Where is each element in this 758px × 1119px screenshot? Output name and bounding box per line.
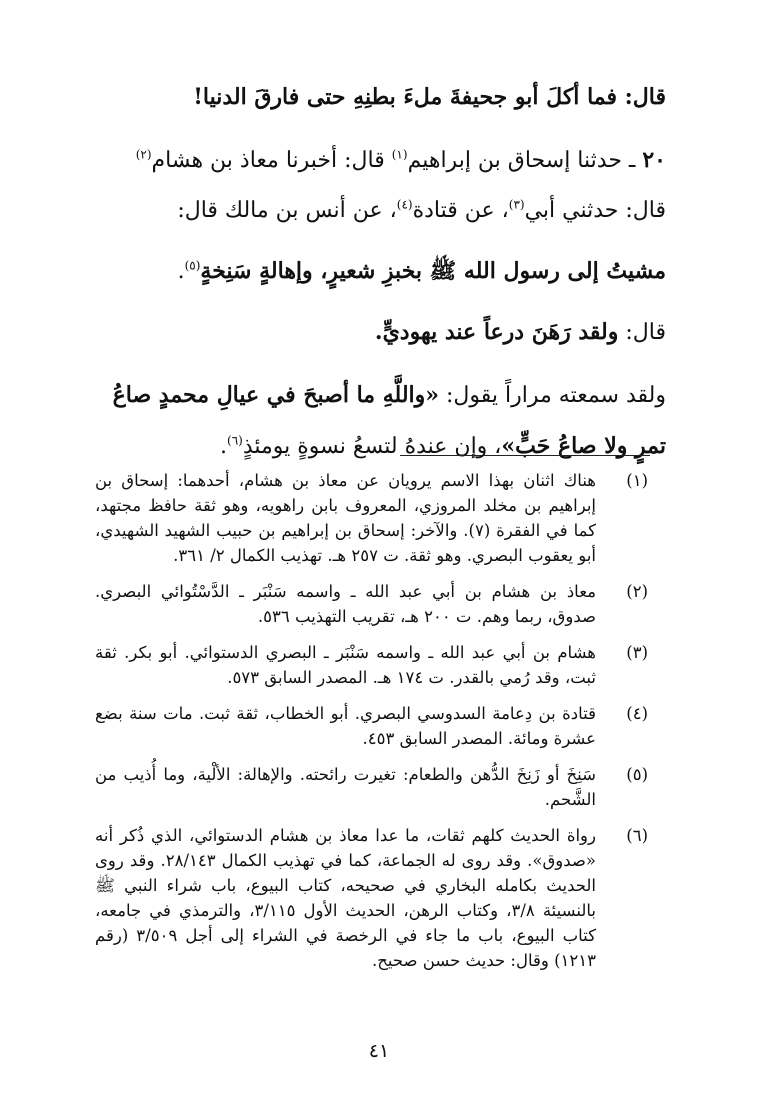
footnote-number: (١) [626,471,648,490]
footnote-number: (٦) [626,826,648,845]
footnote-ref-3: (٣) [508,197,525,212]
main-line-2: ٢٠ ـ حدثنا إسحاق بن إبراهيم$^{(١)}$ قال: أخبرنا معاذ بن هشام$^{(٢)}$ [135,147,666,173]
footnote-number: (٤) [626,704,648,723]
footnote-number: (٣) [626,643,648,662]
main-line-5: قال: ولقد رَهَنَ درعاً عند يهوديٍّ. [374,319,666,345]
footnote-number: (٥) [626,765,648,784]
main-line-3: قال: حدثني أبي$^{(٣)}$، عن قتادة$^{(٤)}$، عن أنس بن مالك قال: [177,197,666,223]
footnote-ref-5: (٥) [184,258,201,273]
footnote-ref-2: (٢) [135,147,152,162]
footnote-text: هناك اثنان بهذا الاسم يرويان عن معاذ بن هشام، أحدهما: إسحاق بن إبراهيم بن مخلد المروزي، المعروف بابن راهويه، وهو ثقة حافظ مجتهد، كما في الفقرة (٧). والآخر: إسحاق بن إبراهيم بن حبيب الشهيد الشهيدي، أبو يعقوب البصري. وهو ثقة. ت ٢٥٧ هـ. تهذيب الكمال ٢/ ٣٦١. [95,471,596,565]
footnote-text: رواة الحديث كلهم ثقات، ما عدا معاذ بن هشام الدستوائي، الذي ذُكر أنه «صدوق». وقد روى له الجماعة، كما في تهذيب الكمال ٢٨/١٤٣. وقد روى الحديث بكامله البخاري في صحيحه، كتاب البيوع، باب شراء النبي ﷺ بالنسيئة ٣/٨، وكتاب الرهن، الحديث الأول ٣/١١٥، والترمذي في جامعه، كتاب البيوع، باب ما جاء في الرخصة في الشراء إلى أجل ٣/٥٠٩ (رقم ١٢١٣) وقال: حديث حسن صحيح. [95,826,596,970]
footnote-text: قتادة بن دِعامة السدوسي البصري. أبو الخطاب، ثقة ثبت. مات سنة بضع عشرة ومائة. المصدر السابق ٤٥٣. [95,704,596,748]
footnotes [95,468,666,984]
footnote-text: معاذ بن هشام بن أبي عبد الله ـ واسمه سَنْبَر ـ الدَّسْتُوائي البصري. صدوق، ربما وهم. ت ٢٠٠ هـ، تقريب التهذيب ٥٣٦. [95,582,596,626]
main-line-7: تمرٍ ولا صاعُ حَبٍّ»، وإن عندهُ لتسعُ نسوةٍ يومئذٍ$^{(٦)}$. [220,433,666,459]
footnote-5 [95,762,666,812]
main-line-1: قال: فما أكلَ أبو جحيفةَ ملءَ بطنِهِ حتى فارقَ الدنيا! [193,84,666,110]
footnote-1 [95,468,666,568]
footnote-2 [95,579,666,629]
footnote-3 [95,640,666,690]
main-line-4: مشيتُ إلى رسول الله ﷺ بخبزِ شعيرٍ، وإهالةٍ سَنِخةٍ$^{(٥)}$. [177,258,666,284]
footnote-divider [400,455,650,456]
footnote-ref-6: (٦) [227,433,243,448]
footnote-6 [95,823,666,973]
page-number: ٤١ [368,1040,390,1062]
footnote-ref-4: (٤) [396,197,413,212]
main-text [95,72,666,472]
main-line-6: ولقد سمعته مراراً يقول: «واللَّهِ ما أصبحَ في عيالِ محمدٍ صاعُ [112,382,666,408]
footnote-4 [95,701,666,751]
footnote-ref-1: (١) [391,147,408,162]
footnote-text: سَنِخَ أو زَنِخَ الدُّهن والطعام: تغيرت رائحته. والإهالة: الألْية، وما أُذيب من الشَّحم. [95,765,596,809]
footnote-number: (٢) [626,582,648,601]
footnote-text: هشام بن أبي عبد الله ـ واسمه سَنْبَر ـ البصري الدستوائي. أبو بكر. ثقة ثبت، وقد رُمي بالقدر. ت ١٧٤ هـ. المصدر السابق ٥٧٣. [95,643,596,687]
hadith-number: ٢٠ [642,147,666,173]
